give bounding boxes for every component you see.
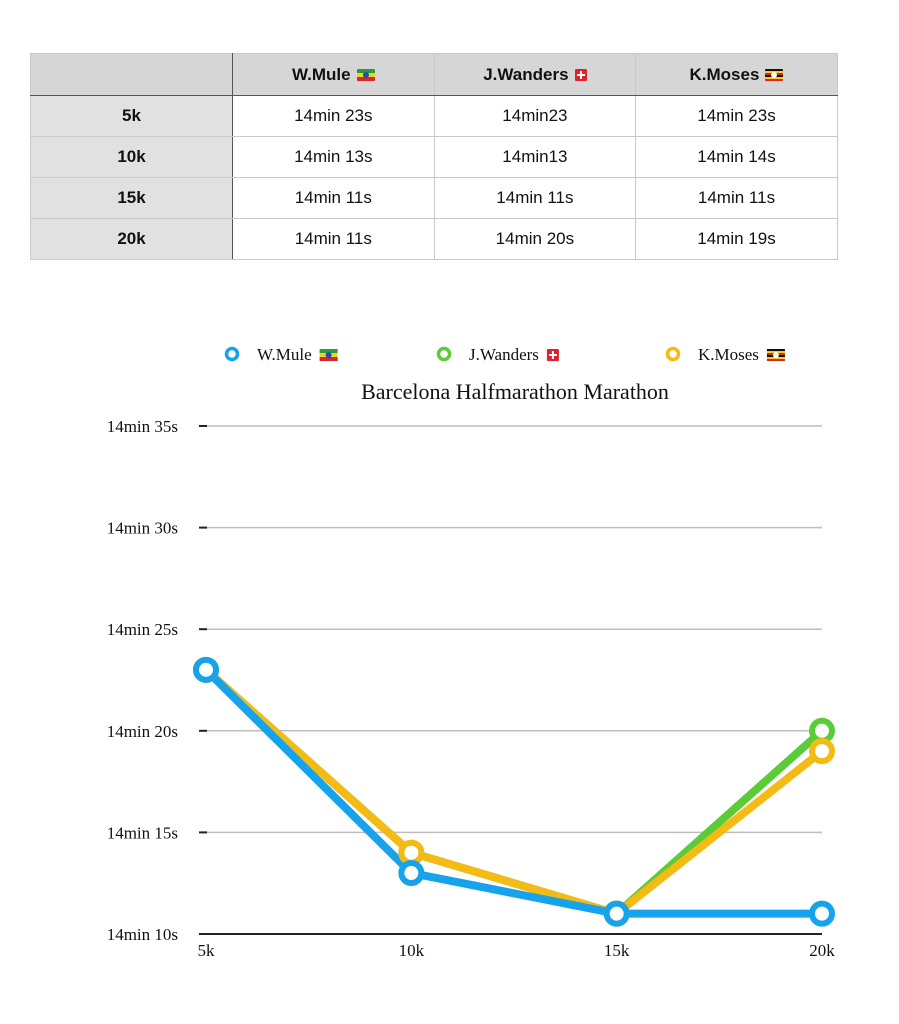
table-cell: 14min 14s	[636, 137, 838, 178]
column-header-w-mule	[233, 54, 435, 96]
data-point	[607, 904, 627, 924]
chart-title: Barcelona Halfmarathon Marathon	[361, 379, 669, 404]
y-axis	[107, 417, 207, 944]
x-tick-label: 15k	[603, 941, 630, 960]
legend-label: W.Mule	[257, 345, 312, 364]
flag-uganda-icon	[767, 349, 785, 361]
table-cell: 14min 20s	[434, 219, 636, 260]
legend-item	[227, 345, 338, 364]
column-header-j-wanders	[434, 54, 636, 96]
table-cell: 14min 23s	[636, 96, 838, 137]
y-tick-label: 14min 10s	[106, 925, 178, 944]
series-line-w-mule	[206, 670, 822, 914]
legend-marker-icon	[439, 349, 450, 360]
series-line-j-wanders	[206, 670, 822, 914]
chart-grid	[206, 426, 822, 832]
column-header-label: W.Mule	[292, 64, 351, 84]
legend-item	[668, 345, 785, 364]
table-row	[31, 96, 838, 137]
table-corner-cell	[31, 54, 233, 96]
legend-label: J.Wanders	[469, 345, 539, 364]
table-cell: 14min 11s	[233, 219, 435, 260]
column-header-k-moses	[636, 54, 838, 96]
y-tick-label: 14min 25s	[106, 620, 178, 640]
legend-item	[439, 345, 559, 364]
table-cell: 14min 23s	[233, 96, 435, 137]
x-axis	[198, 934, 836, 960]
data-point	[812, 721, 832, 741]
x-tick-label: 20k	[809, 941, 835, 960]
data-point	[401, 843, 421, 863]
column-header-label: K.Moses	[689, 64, 760, 84]
flag-ethiopia-icon	[320, 349, 338, 361]
flag-switzerland-icon	[547, 349, 559, 361]
flag-ethiopia-icon	[357, 69, 375, 81]
row-header: 10k	[31, 137, 233, 178]
table-cell: 14min 11s	[434, 178, 636, 219]
legend-marker-icon	[668, 349, 679, 360]
y-tick-label: 14min 35s	[106, 417, 178, 436]
flag-uganda-icon	[765, 69, 783, 81]
x-tick-label: 10k	[398, 941, 425, 960]
x-tick-label: 5k	[197, 941, 215, 960]
table-cell: 14min 11s	[233, 178, 435, 219]
table-header-row	[31, 54, 838, 96]
table-row	[31, 219, 838, 260]
y-tick-label: 14min 20s	[106, 721, 178, 741]
data-point	[812, 741, 832, 761]
column-header-label: J.Wanders	[483, 64, 569, 84]
table-cell: 14min23	[434, 96, 636, 137]
y-tick-label: 14min 15s	[106, 823, 178, 843]
row-header: 5k	[31, 96, 233, 137]
legend-label: K.Moses	[698, 345, 759, 364]
line-chart	[0, 330, 899, 1020]
row-header: 15k	[31, 178, 233, 219]
table-cell: 14min 11s	[636, 178, 838, 219]
splits-table	[30, 53, 838, 260]
data-point	[401, 863, 421, 883]
y-tick-label: 14min 30s	[106, 518, 178, 538]
table-cell: 14min 19s	[636, 219, 838, 260]
chart-legend	[227, 345, 785, 364]
flag-switzerland-icon	[575, 69, 587, 81]
table-row	[31, 178, 838, 219]
data-point	[812, 904, 832, 924]
plot-area	[196, 660, 832, 924]
data-point	[196, 660, 216, 680]
row-header: 20k	[31, 219, 233, 260]
table-cell: 14min13	[434, 137, 636, 178]
table-row	[31, 137, 838, 178]
series-line-k-moses	[206, 670, 822, 914]
legend-marker-icon	[227, 349, 238, 360]
table-cell: 14min 13s	[233, 137, 435, 178]
